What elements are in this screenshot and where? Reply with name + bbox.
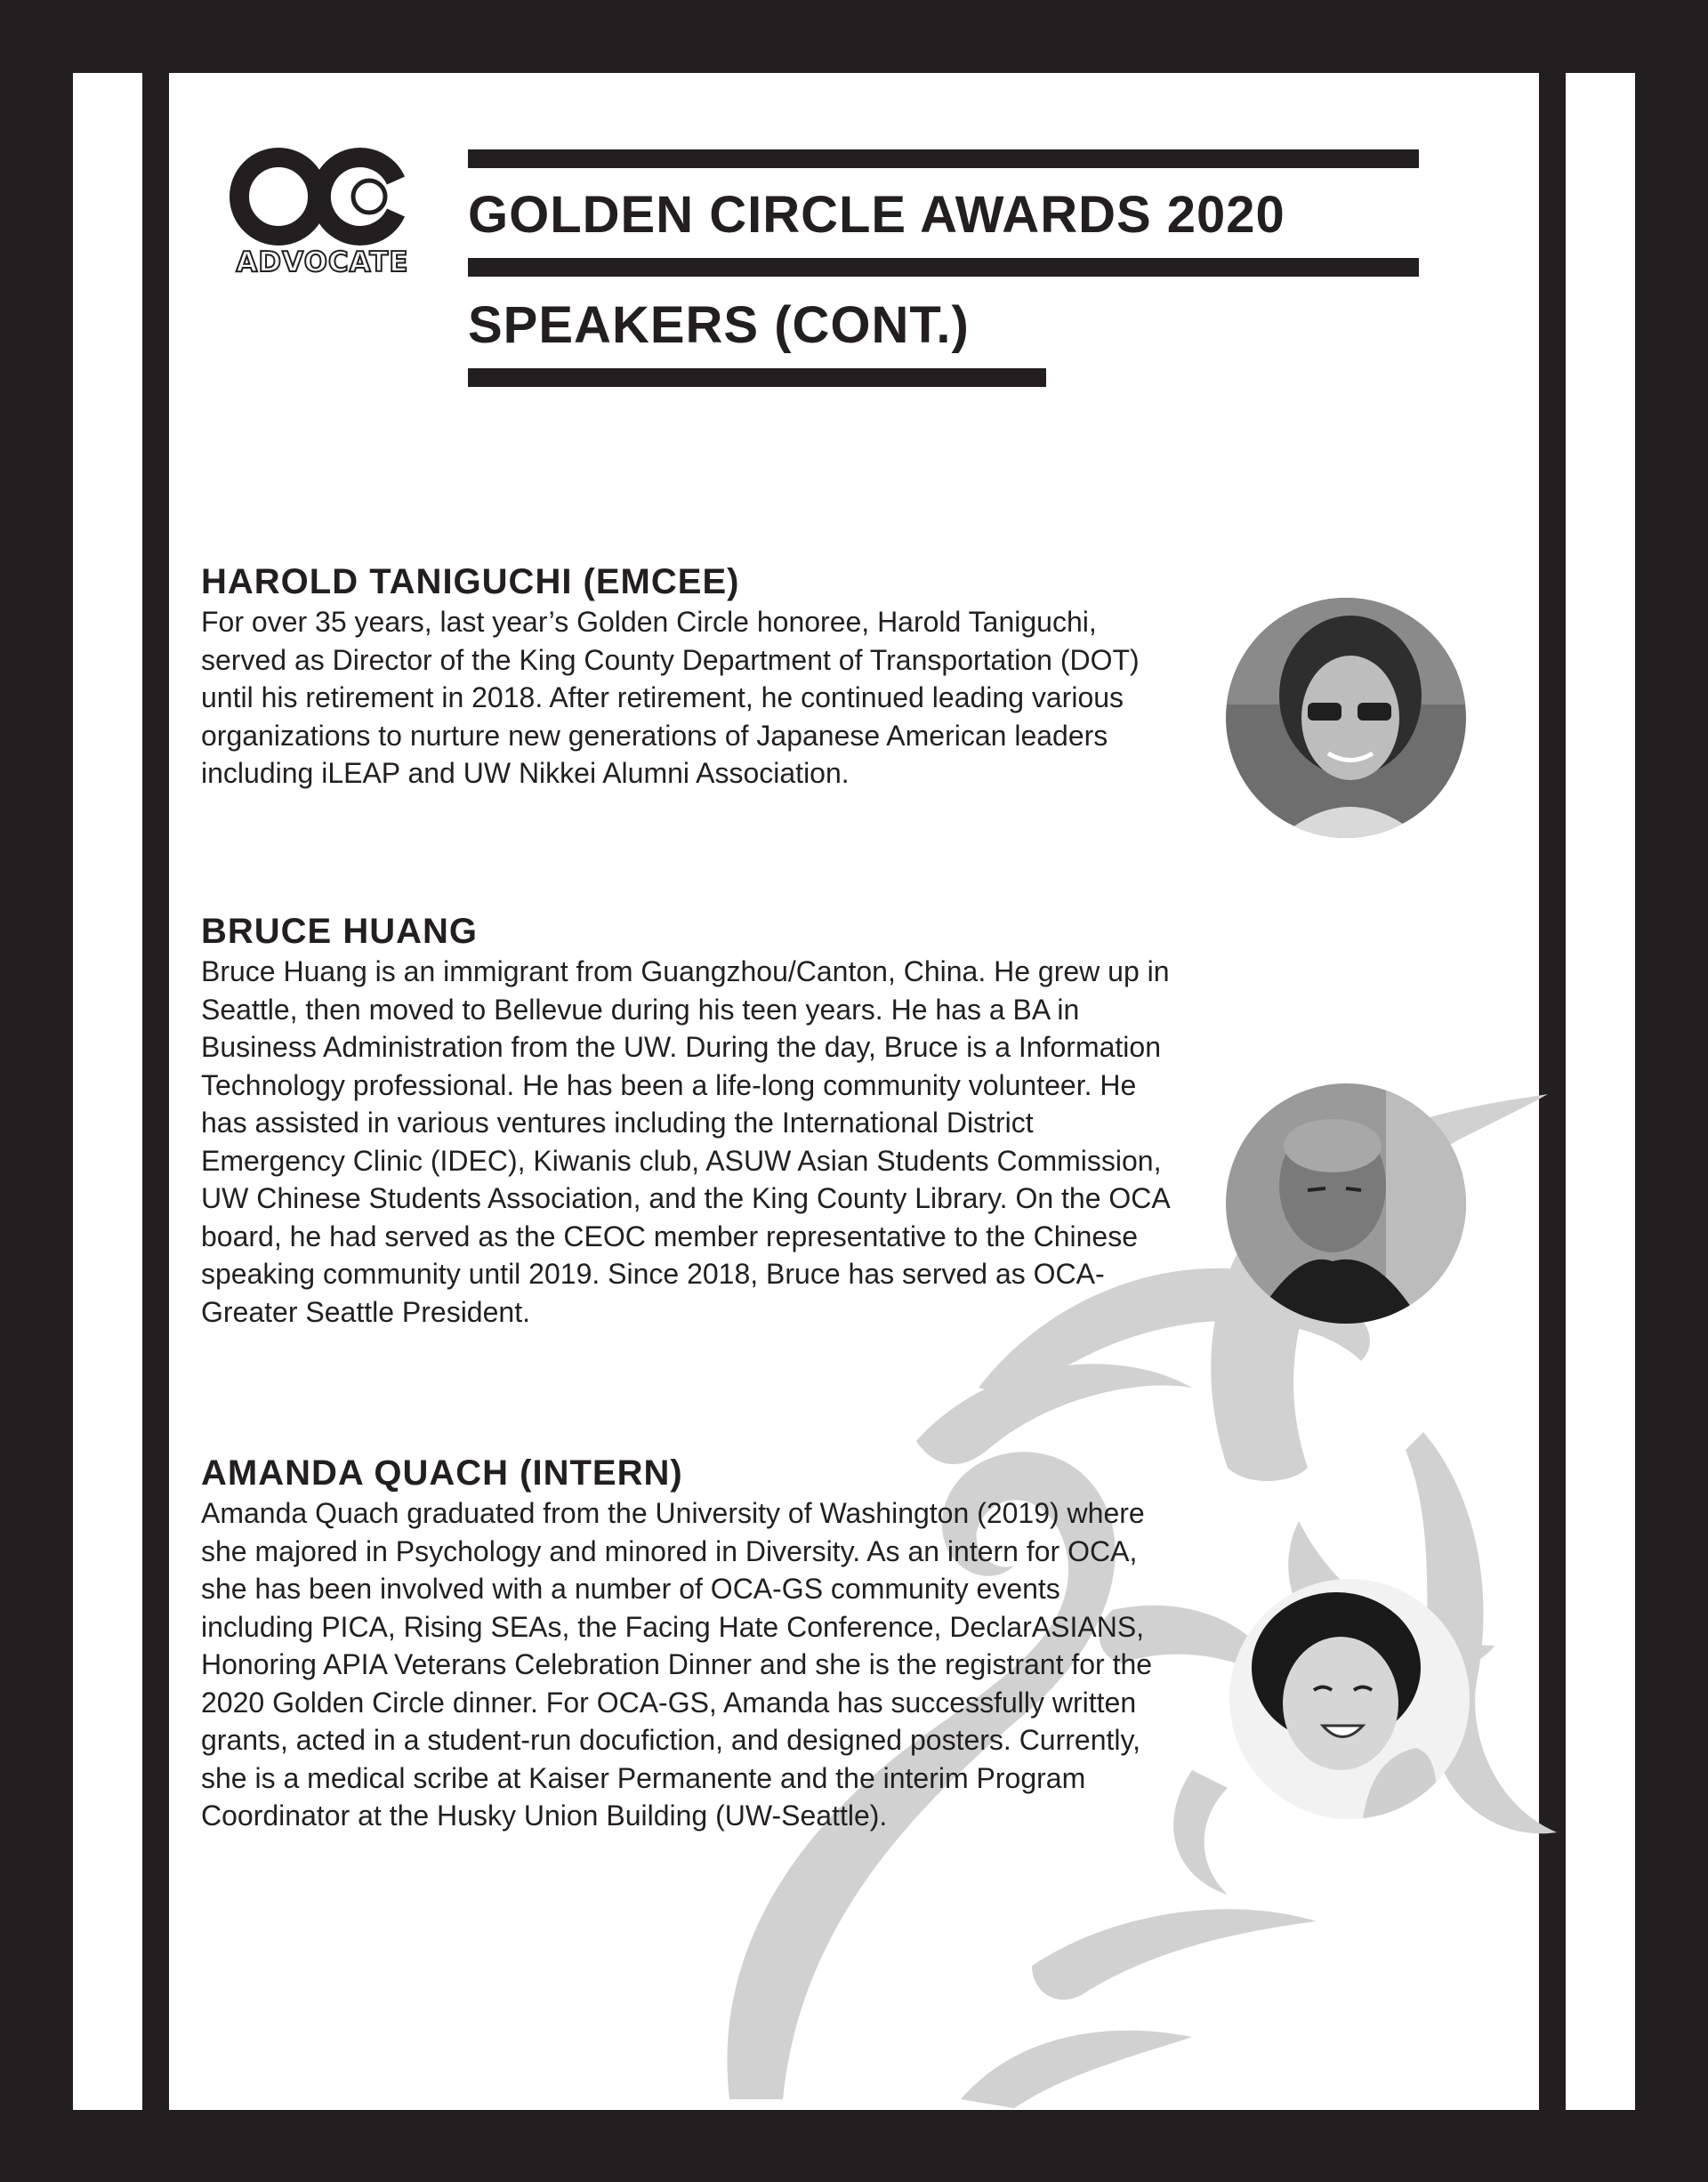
speaker-section-bruce (201, 910, 1171, 1331)
speaker-bio: For over 35 years, last year’s Golden Circle honoree, Harold Taniguchi, served as Director of the King County Department of Transportation (DOT) until his retirement in 2018. After retirement, he continued leading various organizations to nurture new generations of Japanese American leaders including iLEAP and UW Nikkei Alumni Association. (201, 606, 1140, 789)
header-rule-bottom (468, 368, 1046, 387)
speaker-photo-harold (1226, 598, 1466, 838)
speaker-photo-amanda (1229, 1579, 1470, 1819)
speaker-bio: Bruce Huang is an immigrant from Guangzhou/Canton, China. He grew up in Seattle, then moved to Bellevue during his teen years. He has a BA in Business Administration from the UW. During the day, Bruce is a Information Technology professional. He has been a life-long community volunteer. He has assisted in various ventures including the International District Emergency Clinic (IDEC), Kiwanis club, ASUW Asian Students Commission, UW Chinese Students Association, and the King County Library. On the OCA board, he had served as the CEOC member representative to the Chinese speaking community until 2019. Since 2018, Bruce has served as OCA-Greater Seattle President. (201, 955, 1170, 1328)
speaker-name: AMANDA QUACH (INTERN) (201, 1453, 683, 1493)
oca-logo-mark-icon (227, 147, 418, 246)
speaker-name: BRUCE HUANG (201, 912, 478, 951)
frame-stripe-left (142, 73, 169, 2110)
speaker-section-amanda (201, 1452, 1171, 1835)
speaker-name: HAROLD TANIGUCHI (EMCEE) (201, 562, 740, 601)
logo-wordmark: ADVOCATE (236, 246, 409, 278)
header-rule-top (468, 149, 1419, 168)
speaker-section-harold (201, 560, 1171, 793)
speaker-bio: Amanda Quach graduated from the University of Washington (2019) where she majored in Psychology and minored in Diversity. As an intern for OCA, she has been involved with a number of OCA-GS community events including PICA, Rising SEAs, the Facing Hate Conference, DeclarASIANS, Honoring APIA Veterans Celebration Dinner and she is the registrant for the 2020 Golden Circle dinner. For OCA-GS, Amanda has successfully written grants, acted in a student-run docufiction, and designed posters. Currently, she is a medical scribe at Kaiser Permanente and the interim Program Coordinator at the Husky Union Building (UW-Seattle). (201, 1497, 1153, 1832)
page-title: GOLDEN CIRCLE AWARDS 2020 (468, 186, 1285, 244)
speaker-photo-bruce (1226, 1083, 1466, 1324)
header-rule-middle (468, 258, 1419, 277)
page-subtitle: SPEAKERS (CONT.) (468, 296, 970, 354)
oca-advocate-logo (227, 147, 418, 289)
